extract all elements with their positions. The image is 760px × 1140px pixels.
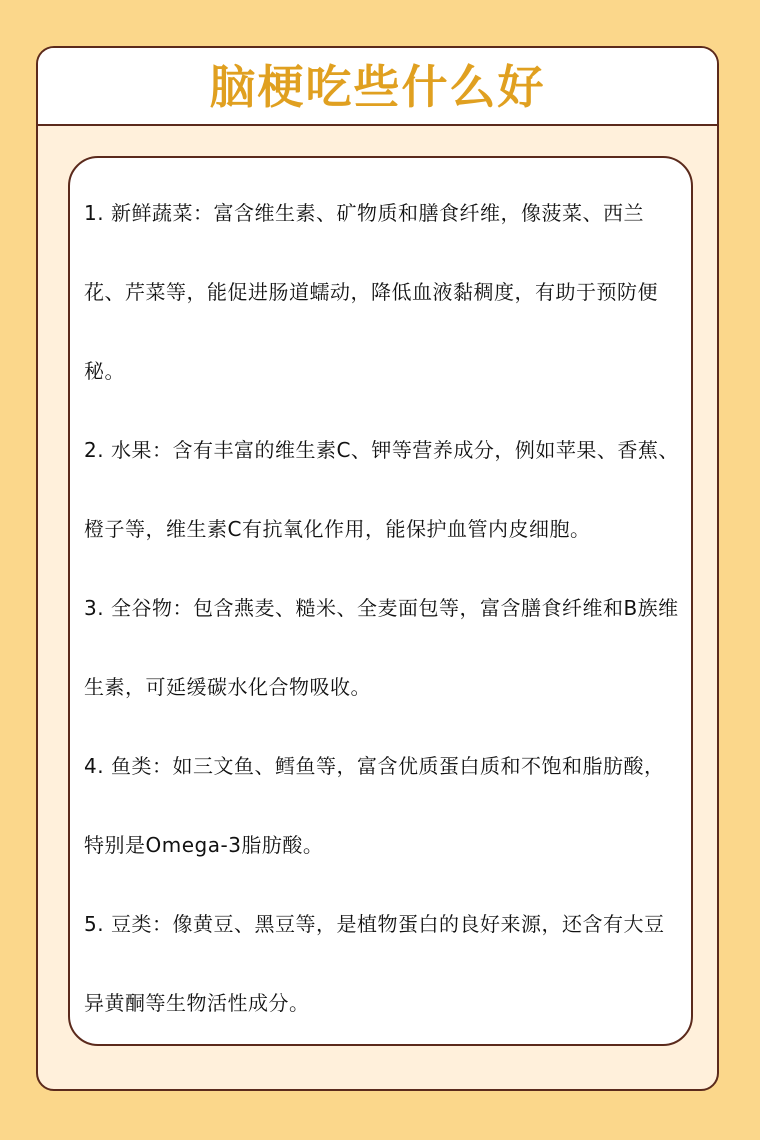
page-title: 脑梗吃些什么好 (209, 60, 546, 114)
list-item-fruits: 2. 水果：含有丰富的维生素C、钾等营养成分，例如苹果、香蕉、橙子等，维生素C有抗氧化作用，能保护血管内皮细胞。 (84, 438, 679, 541)
list-item-beans: 5. 豆类：像黄豆、黑豆等，是植物蛋白的良好来源，还含有大豆异黄酮等生物活性成分。 (84, 912, 665, 1015)
content-card (36, 46, 719, 1091)
list-item-fish: 4. 鱼类：如三文鱼、鳕鱼等，富含优质蛋白质和不饱和脂肪酸，特别是Omega-3脂肪酸。 (84, 754, 665, 857)
list-item-vegetables: 1. 新鲜蔬菜：富含维生素、矿物质和膳食纤维，像菠菜、西兰花、芹菜等，能促进肠道蠕动，降低血液黏稠度，有助于预防便秘。 (84, 201, 658, 383)
list-item-whole-grains: 3. 全谷物：包含燕麦、糙米、全麦面包等，富含膳食纤维和B族维生素，可延缓碳水化合物吸收。 (84, 596, 679, 699)
content-box (68, 156, 693, 1046)
card-header (38, 48, 717, 126)
